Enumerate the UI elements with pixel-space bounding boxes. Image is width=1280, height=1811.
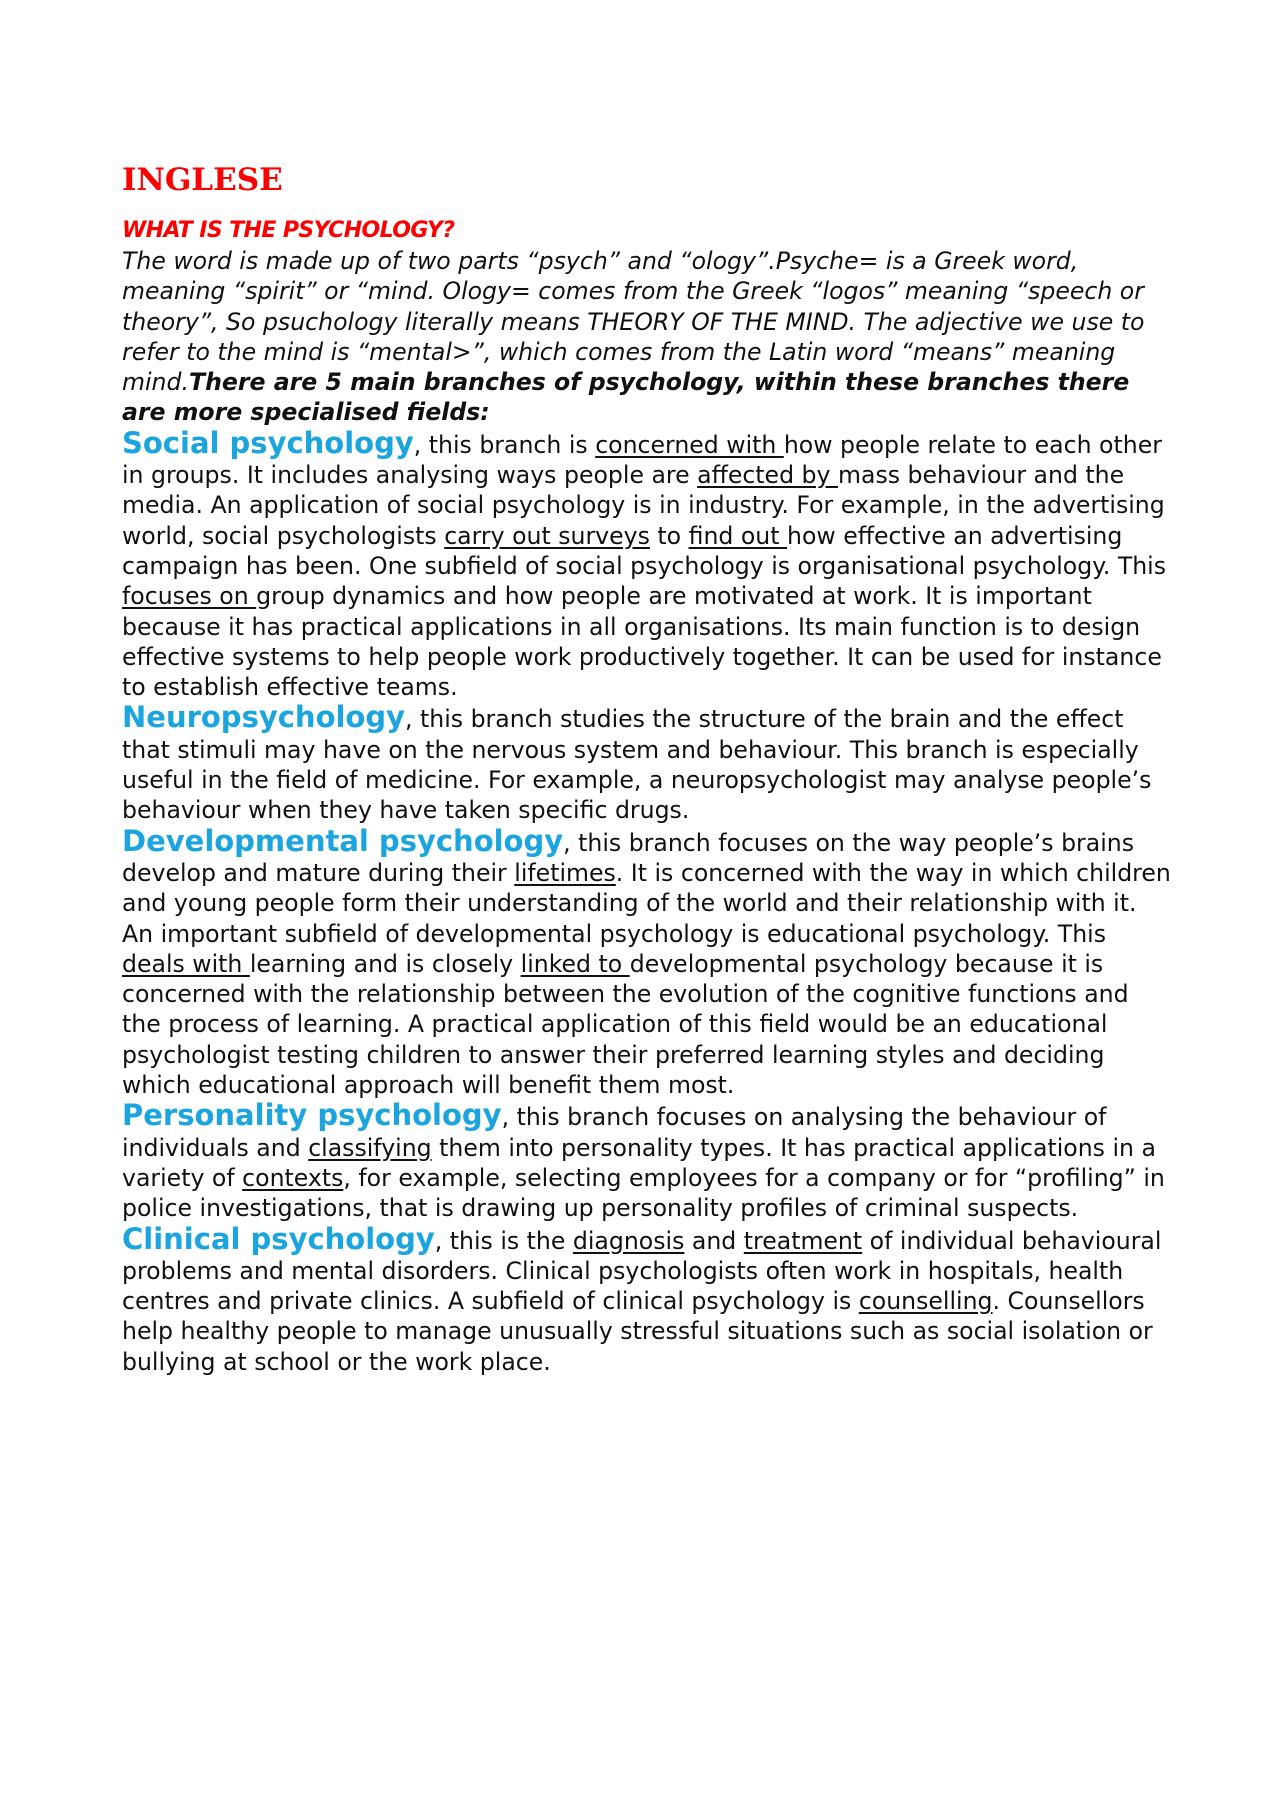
section-text: group dynamics and how people are motivated at work. It is important because it has practical applications in all organisations. Its main function is to design effective systems to help people work productively together. It can be used for instance to establish effective teams. [122,582,1162,702]
underlined-term: counselling [858,1287,993,1316]
document-title: INGLESE [122,162,283,198]
intro-italic-text: The word is made up of two parts “psych” and “ology”.Psyche= is a Greek word, meaning “spirit” or “mind. Ology= comes from the Greek “logos” meaning “speech or theory”, So psuchology literally means THEORY OF THE MIND. The adjective we use to refer to the mind is “mental>”, which comes from the Latin word “means” meaning mind. [122,247,1145,397]
underlined-term: find out [688,521,788,550]
section-developmental-psychology [122,823,1172,1101]
section-text: learning and is closely [249,949,521,978]
section-heading: Developmental psychology [122,823,564,858]
section-clinical-psychology [122,1221,1172,1377]
underlined-term: concerned with [595,430,784,459]
section-text: , this branch focuses on the way people’s brains develop and mature during their [122,828,1135,887]
intro-paragraph [122,246,1172,428]
section-text: mass behaviour and the media. An application of social psychology is in industry. For example, in the advertising world, social psychologists [122,461,1165,550]
section-text: them into personality types. It has practical applications in a variety of [122,1133,1156,1192]
section-text: how people relate to each other in groups. It includes analysing ways people are [122,430,1162,490]
section-text: , this branch is [413,430,596,459]
intro-bold-text: There are 5 main branches of psychology, within these branches there are more specialised fields: [122,368,1130,427]
section-text: and [684,1226,744,1255]
section-text: , this is the [434,1226,573,1255]
section-text: , for example, selecting employees for a company or for “profiling” in police investigations, that is drawing up personality profiles of criminal suspects. [122,1163,1165,1223]
section-neuropsychology [122,702,1172,825]
section-heading: Clinical psychology [122,1221,435,1256]
underlined-term: linked to [520,949,630,978]
section-text: of individual behavioural problems and mental disorders. Clinical psychologists often work in hospitals, health centres and private clinics. A subfield of clinical psychology is [122,1226,1162,1316]
section-text: , this branch studies the structure of the brain and the effect that stimuli may have on the nervous system and behaviour. This branch is especially useful in the field of medicine. For example, a neuropsychologist may analyse people’s behaviour when they have taken specific drugs. [122,705,1152,825]
section-text: . Counsellors help healthy people to manage unusually stressful situations such as social isolation or bullying at school or the work place. [122,1287,1153,1376]
underlined-term: treatment [743,1226,863,1255]
section-social-psychology [122,425,1172,703]
section-text: , this branch focuses on analysing the behaviour of individuals and [122,1103,1107,1162]
section-heading: Social psychology [122,425,414,460]
section-text: developmental psychology because it is concerned with the relationship between the evolution of the cognitive functions and the process of learning. A practical application of this field would be an educational psychologist testing children to answer their preferred learning styles and deciding which educational approach will benefit them most. [122,949,1129,1100]
underlined-term: deals with [122,949,250,978]
underlined-term: focuses on [122,582,257,611]
section-heading: Personality psychology [122,1098,502,1133]
underlined-term: affected by [697,461,838,490]
section-text: to [649,521,689,550]
underlined-term: carry out surveys [444,521,650,550]
section-heading: Neuropsychology [122,700,406,735]
document-page [122,160,1172,1377]
section-text: how effective an advertising campaign has been. One subfield of social psychology is organisational psychology. This [122,521,1167,580]
underlined-term: classifying [308,1133,432,1162]
section-text: . It is concerned with the way in which children and young people form their understanding of the world and their relationship with it. An important subfield of developmental psychology is educational psychology. This [122,858,1171,948]
underlined-term: lifetimes [514,858,616,887]
document-subtitle: WHAT IS THE PSYCHOLOGY? [122,218,455,243]
section-personality-psychology [122,1100,1172,1223]
underlined-term: diagnosis [572,1226,685,1255]
underlined-term: contexts [242,1163,344,1192]
